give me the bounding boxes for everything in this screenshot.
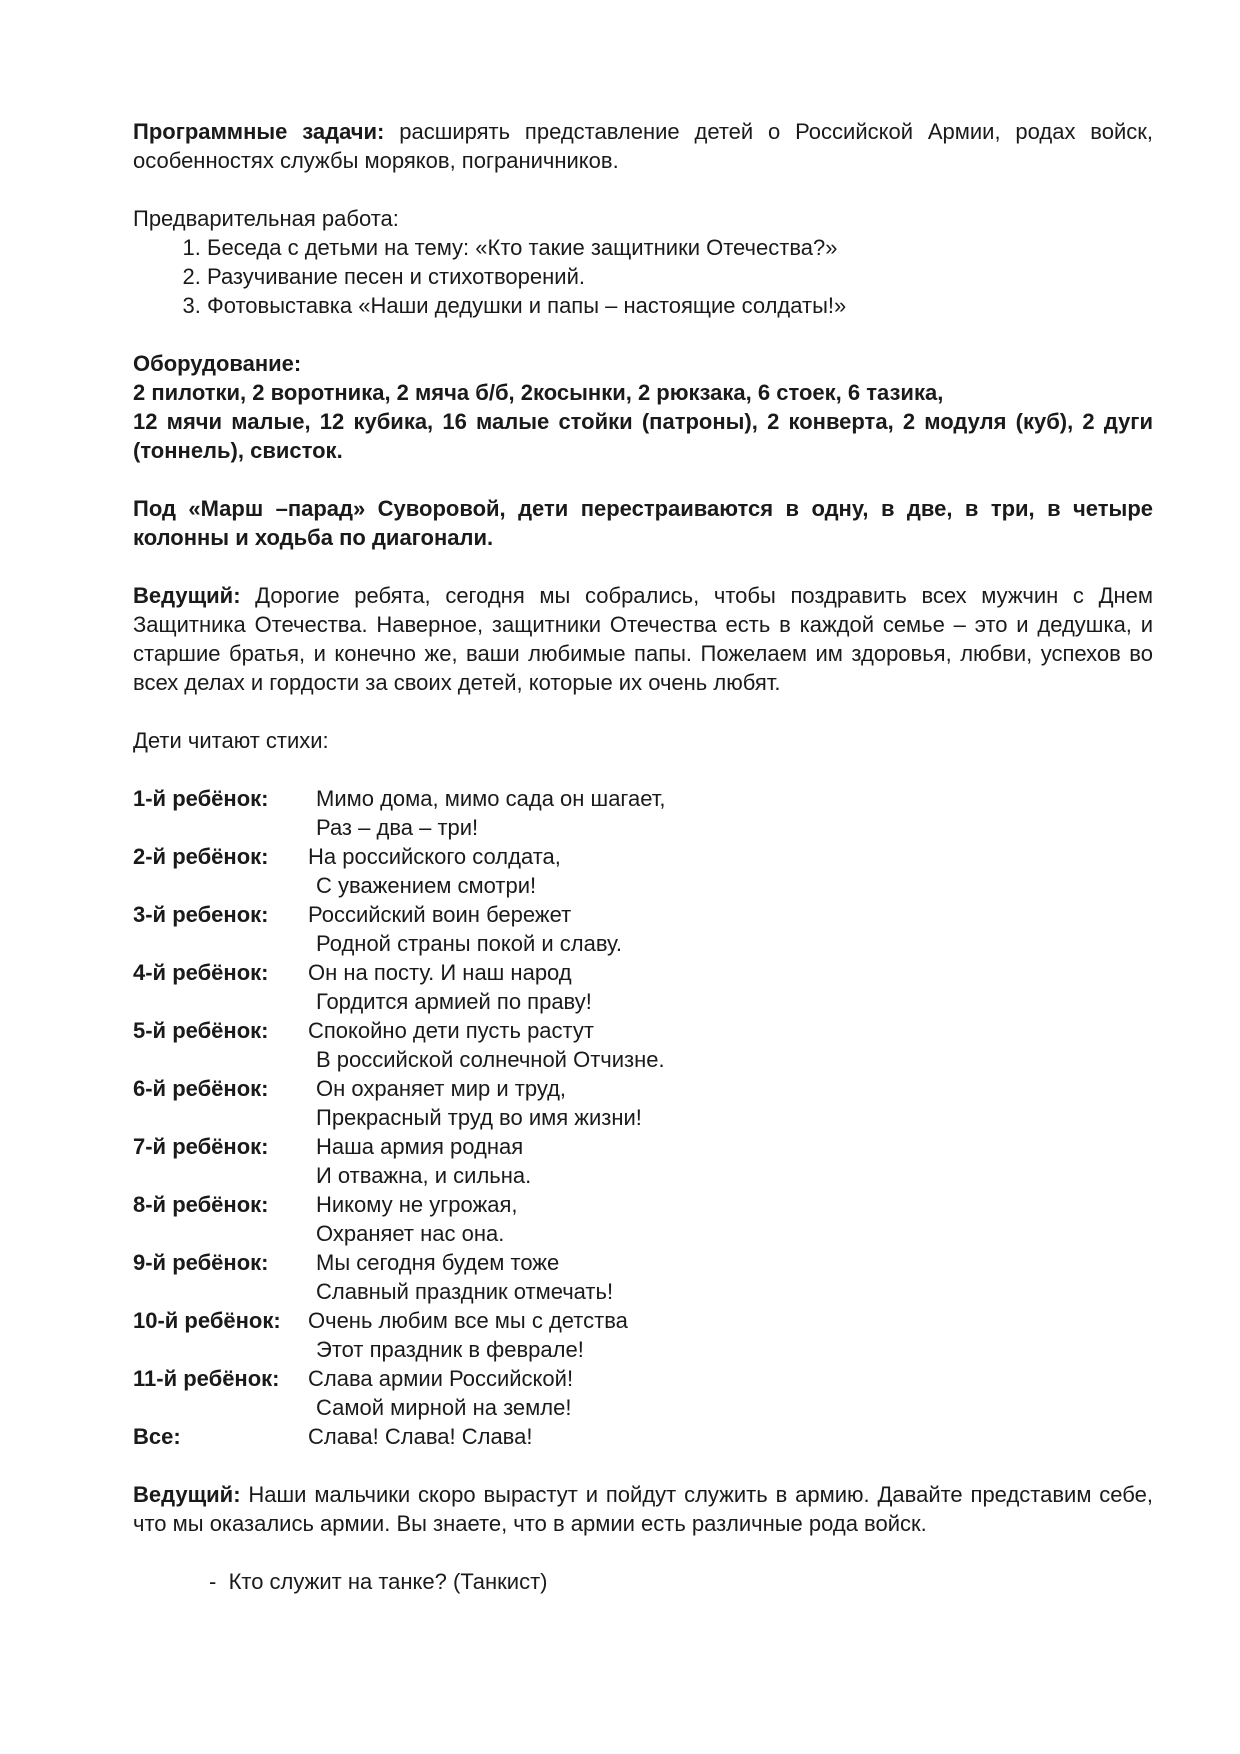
equipment-line-1: 2 пилотки, 2 воротника, 2 мяча б/б, 2косынки, 2 рюкзака, 6 стоек, 6 тазика,	[133, 380, 944, 405]
list-item: 1. Беседа с детьми на тему: «Кто такие защитники Отечества?»	[207, 233, 1153, 262]
poem-row	[133, 1277, 1153, 1306]
speaker-label: 7-й ребёнок:	[133, 1134, 269, 1159]
poem-row	[133, 1103, 1153, 1132]
poem-row	[133, 1132, 1153, 1161]
host-label: Ведущий:	[133, 583, 241, 608]
poem-line: Охраняет нас она.	[316, 1221, 505, 1246]
speaker-label: 10-й ребёнок:	[133, 1308, 281, 1333]
poem-block	[133, 784, 1153, 1451]
host-speech-1	[133, 581, 1153, 697]
speaker-label: 8-й ребёнок:	[133, 1192, 269, 1217]
poem-line: В российской солнечной Отчизне.	[316, 1047, 665, 1072]
poem-row	[133, 987, 1153, 1016]
poem-row	[133, 900, 1153, 929]
host-speech-text: Наши мальчики скоро вырастут и пойдут служить в армию. Давайте представим себе, что мы оказались армии. Вы знаете, что в армии есть различные рода войск.	[133, 1482, 1153, 1536]
speaker-label: Все:	[133, 1424, 181, 1449]
poem-line: Слава! Слава! Слава!	[308, 1424, 533, 1449]
poem-line: Спокойно дети пусть растут	[308, 1018, 594, 1043]
speaker-label: 2-й ребёнок:	[133, 844, 269, 869]
poem-line: Гордится армией по праву!	[316, 989, 592, 1014]
poem-line: И отважна, и сильна.	[316, 1163, 532, 1188]
poem-line: Российский воин бережет	[308, 902, 572, 927]
poem-line: Мимо дома, мимо сада он шагает,	[316, 786, 666, 811]
poem-row	[133, 1190, 1153, 1219]
poem-line: Славный праздник отмечать!	[316, 1279, 614, 1304]
host-label: Ведущий:	[133, 1482, 241, 1507]
preliminary-work-list	[133, 233, 1153, 320]
speaker-label: 1-й ребёнок:	[133, 786, 269, 811]
march-paragraph: Под «Марш –парад» Суворовой, дети перестраиваются в одну, в две, в три, в четыре колонны и ходьба по диагонали.	[133, 496, 1153, 550]
poem-line: Наша армия родная	[316, 1134, 524, 1159]
poem-row	[133, 813, 1153, 842]
poem-line: Слава армии Российской!	[308, 1366, 574, 1391]
speaker-label: 6-й ребёнок:	[133, 1076, 269, 1101]
poem-line: Он охраняет мир и труд,	[316, 1076, 567, 1101]
preliminary-work-title: Предварительная работа:	[133, 206, 399, 231]
poem-row	[133, 1074, 1153, 1103]
poem-row	[133, 958, 1153, 987]
list-item: 3. Фотовыставка «Наши дедушки и папы – настоящие солдаты!»	[207, 291, 1153, 320]
poem-intro: Дети читают стихи:	[133, 728, 329, 753]
list-item: 2. Разучивание песен и стихотворений.	[207, 262, 1153, 291]
poem-row	[133, 1364, 1153, 1393]
equipment-label: Оборудование:	[133, 351, 302, 376]
host-speech-2	[133, 1480, 1153, 1538]
poem-row	[133, 1219, 1153, 1248]
poem-line: Никому не угрожая,	[316, 1192, 518, 1217]
poem-line: Он на посту. И наш народ	[308, 960, 572, 985]
poem-row	[133, 1422, 1153, 1451]
poem-line: Мы сегодня будем тоже	[316, 1250, 560, 1275]
poem-row	[133, 1045, 1153, 1074]
program-tasks-paragraph	[133, 117, 1153, 175]
equipment-line-2: 12 мячи малые, 12 кубика, 16 малые стойки (патроны), 2 конверта, 2 модуля (куб), 2 дуги (тоннель), свисток.	[133, 409, 1153, 463]
poem-row	[133, 784, 1153, 813]
poem-row	[133, 1016, 1153, 1045]
speaker-label: 4-й ребёнок:	[133, 960, 269, 985]
poem-row	[133, 1393, 1153, 1422]
poem-row	[133, 1248, 1153, 1277]
speaker-label: 9-й ребёнок:	[133, 1250, 269, 1275]
poem-row	[133, 842, 1153, 871]
question-list	[133, 1567, 1153, 1596]
poem-row	[133, 1306, 1153, 1335]
poem-row	[133, 929, 1153, 958]
speaker-label: 11-й ребёнок:	[133, 1366, 280, 1391]
poem-line: С уважением смотри!	[316, 873, 537, 898]
poem-row	[133, 1335, 1153, 1364]
poem-line: Прекрасный труд во имя жизни!	[316, 1105, 642, 1130]
poem-line: Самой мирной на земле!	[316, 1395, 572, 1420]
document-page	[133, 117, 1153, 1596]
speaker-label: 5-й ребёнок:	[133, 1018, 269, 1043]
poem-line: Раз – два – три!	[316, 815, 479, 840]
poem-line: Родной страны покой и славу.	[316, 931, 622, 956]
speaker-label: 3-й ребенок:	[133, 902, 269, 927]
poem-line: На российского солдата,	[308, 844, 561, 869]
program-tasks-label: Программные задачи:	[133, 119, 385, 144]
poem-row	[133, 871, 1153, 900]
poem-line: Этот праздник в феврале!	[316, 1337, 584, 1362]
list-item: - Кто служит на танке? (Танкист)	[209, 1567, 1153, 1596]
poem-line: Очень любим все мы с детства	[308, 1308, 628, 1333]
host-speech-text: Дорогие ребята, сегодня мы собрались, чтобы поздравить всех мужчин с Днем Защитника Отечества. Наверное, защитники Отечества есть в каждой семье – это и дедушка, и старшие братья, и конечно же, ваши любимые папы. Пожелаем им здоровья, любви, успехов во всех делах и гордости за своих детей, которые их очень любят.	[133, 583, 1153, 695]
program-tasks-text: расширять представление детей о Российской Армии, родах войск, особенностях службы моряков, пограничников.	[133, 119, 1154, 173]
poem-row	[133, 1161, 1153, 1190]
